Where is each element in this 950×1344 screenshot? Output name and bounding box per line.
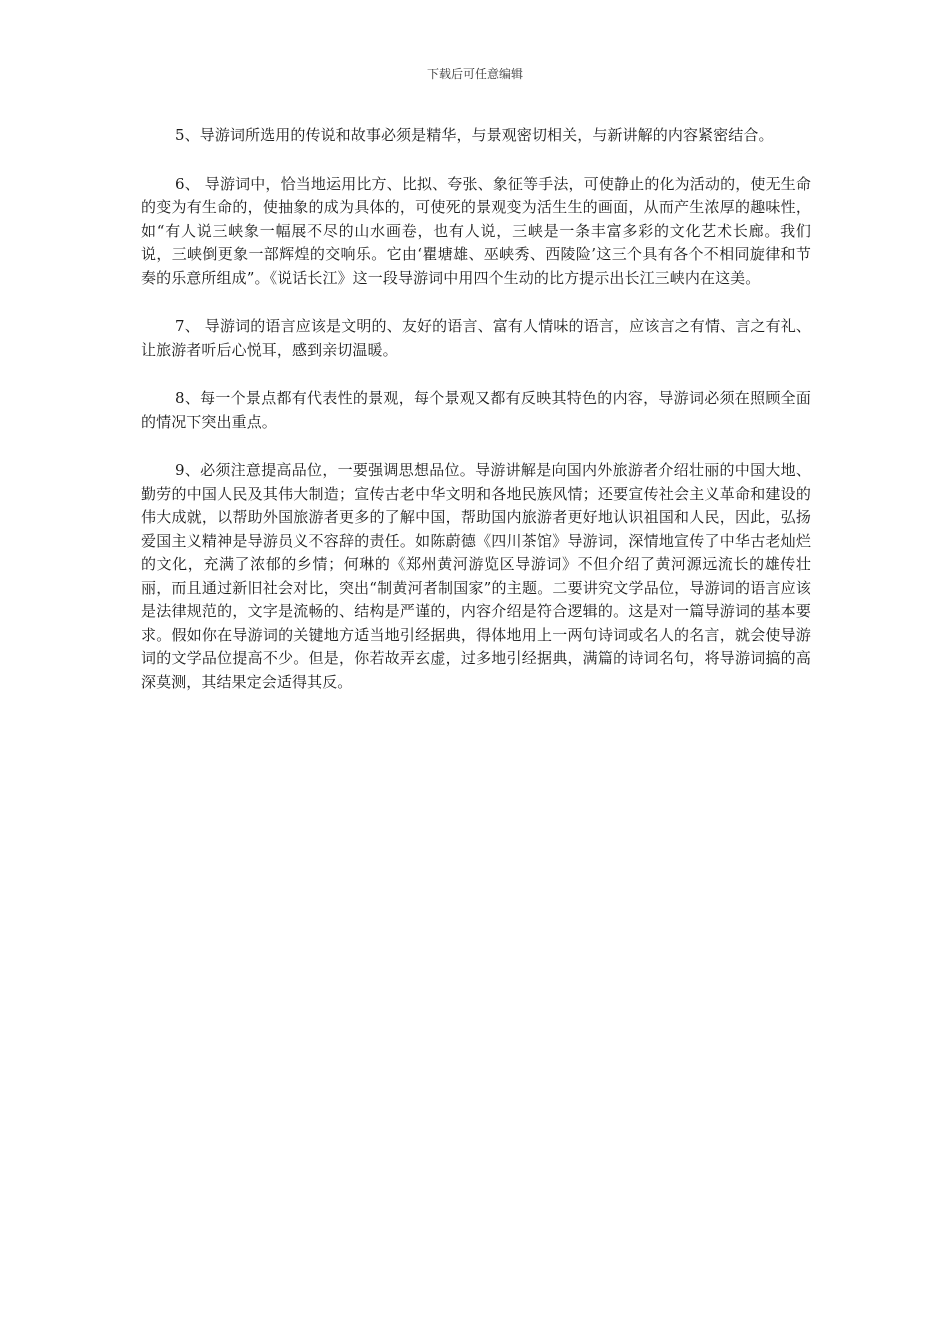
paragraph-point-7: 7、 导游词的语言应该是文明的、友好的语言、富有人情味的语言，应该言之有情、言之有礼、让旅游者听后心悦耳，感到亲切温暖。 [141,317,811,359]
paragraph-point-8: 8、每一个景点都有代表性的景观，每个景观又都有反映其特色的内容，导游词必须在照顾全面的情况下突出重点。 [141,389,811,431]
paragraph-point-6: 6、 导游词中，恰当地运用比方、比拟、夸张、象征等手法，可使静止的化为活动的，使无生命的变为有生命的，使抽象的成为具体的，可使死的景观变为活生生的画面，从而产生浓厚的趣味性，如“有人说三峡象一幅展不尽的山水画卷，也有人说，三峡是一条丰富多彩的文化艺术长廊。我们说，三峡倒更象一部辉煌的交响乐。它由‘瞿塘雄、巫峡秀、西陵险’这三个具有各个不相同旋律和节奏的乐意所组成”。《说话长江》这一段导游词中用四个生动的比方提示出长江三峡内在这美。 [141,174,811,287]
paragraph-point-5: 5、导游词所选用的传说和故事必须是精华，与景观密切相关，与新讲解的内容紧密结合。 [175,126,774,144]
page-header: 下载后可任意编辑 [426,67,523,81]
document-body [141,124,811,719]
paragraph-point-9: 9、必须注意提高品位，一要强调思想品位。导游讲解是向国内外旅游者介绍壮丽的中国大地、勤劳的中国人民及其伟大制造；宣传古老中华文明和各地民族风情；还要宣传社会主义革命和建设的伟大成就，以帮助外国旅游者更多的了解中国，帮助国内旅游者更好地认识祖国和人民，因此，弘扬爱国主义精神是导游员义不容辞的责任。如陈蔚德《四川茶馆》导游词，深情地宣传了中华古老灿烂的文化，充满了浓郁的乡情；何琳的《郑州黄河游览区导游词》不但介绍了黄河源远流长的雄传壮丽，而且通过新旧社会对比，突出“制黄河者制国家”的主题。二要讲究文学品位，导游词的语言应该是法律规范的，文字是流畅的、结构是严谨的，内容介绍是符合逻辑的。这是对一篇导游词的基本要求。假如你在导游词的关键地方适当地引经据典，得体地用上一两句诗词或名人的名言，就会使导游词的文学品位提高不少。但是，你若故弄玄虚，过多地引经据典，满篇的诗词名句，将导游词搞的高深莫测，其结果定会适得其反。 [141,461,811,691]
